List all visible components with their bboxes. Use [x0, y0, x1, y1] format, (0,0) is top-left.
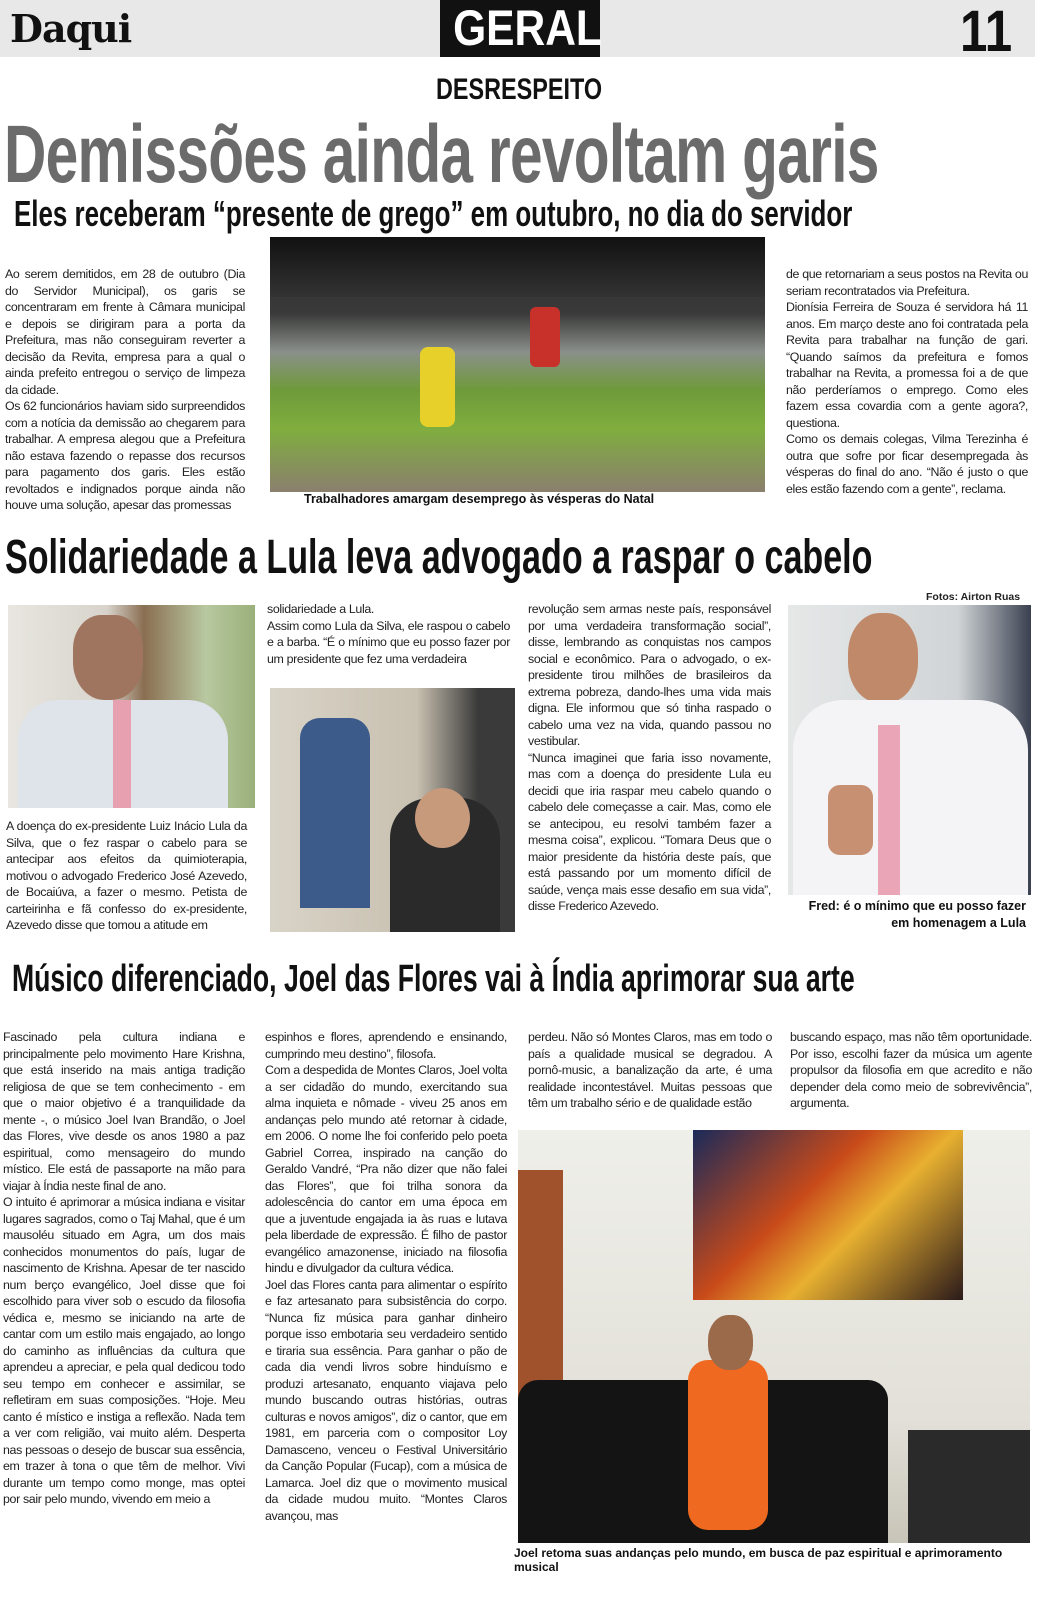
head-shaving-photo	[270, 688, 515, 932]
paragraph: espinhos e flores, aprendendo e ensinando, cumprindo meu destino”, filosofa.	[265, 1030, 507, 1061]
paragraph: Assim como Lula da Silva, ele raspou o cabelo e a barba. “É o mínimo que eu posso fazer por um presidente que fez uma verdadeira	[267, 618, 510, 666]
article3-column-1	[3, 1029, 245, 1508]
paragraph: solidariedade a Lula.	[267, 602, 375, 616]
article1-subheadline: Eles receberam “presente de grego” em outubro, no dia do servidor	[14, 193, 853, 234]
section-label	[440, 0, 600, 57]
article3-column-4	[790, 1029, 1032, 1112]
article1-column-1	[5, 266, 245, 514]
article2-column-2	[267, 601, 510, 667]
article2-column-1	[6, 818, 247, 934]
article2-column-3	[528, 601, 771, 915]
article1-column-2	[786, 266, 1028, 497]
article2-photo-caption: Fred: é o mínimo que eu posso fazer em homenagem a Lula	[808, 899, 1026, 930]
article2-headline: Solidariedade a Lula leva advogado a raspar o cabelo	[5, 531, 873, 584]
lawyer-portrait-photo	[8, 605, 255, 808]
paragraph: Os 62 funcionários haviam sido surpreendidos com a notícia da demissão ao chegarem para trabalhar. A empresa alegou que a Prefeitura não estava fazendo o repasse dos recursos para pagamento dos garis. Eles estão revoltados e indignados porque ainda não houve uma solução, apesar das promessas	[5, 399, 245, 512]
paragraph: buscando espaço, mas não têm oportunidade. Por isso, escolhi fazer da música um agente propulsor da filosofia em que acredito e não depender dela como meio de sobrevivência”, argumenta.	[790, 1030, 1032, 1110]
paragraph: Como os demais colegas, Vilma Terezinha é outra que sofre por ficar desempregada às vésperas do final do ano. “Não é justo o que eles estão fazendo com a gente”, reclama.	[786, 432, 1028, 496]
article3-headline: Músico diferenciado, Joel das Flores vai à Índia aprimorar sua arte	[12, 958, 855, 1000]
paragraph: Fascinado pela cultura indiana e principalmente pelo movimento Hare Krishna, que está inserido na mais antiga tradição religiosa de que se tem conhecimento - em que o maior objetivo é a tranquilidade da mente -, o músico Joel Ivan Brandão, o Joel das Flores, vive desde os anos 1980 a paz espiritual, como mensageiro do mundo místico. Ele está de passaporte na mão para viajar à Índia neste final de ano.	[3, 1030, 245, 1193]
article1-kicker: DESRESPEITO	[436, 73, 603, 106]
lawyer-thumbs-up-photo	[788, 605, 1031, 895]
paragraph: revolução sem armas neste país, responsável por uma verdadeira transformação social”, disse, lembrando as conquistas nos campos social e econômico. Para o advogado, o ex-presidente tirou milhões de brasileiros da extrema pobreza, dando-lhes uma vida mais digna. Ele informou que só tinha raspado o cabelo uma vez na vida, quando passou no vestibular.	[528, 602, 771, 748]
article1-headline: Demissões ainda revoltam garis	[4, 109, 879, 200]
article3-column-3	[528, 1029, 772, 1112]
paragraph: de que retornariam a seus postos na Revita ou seriam recontratados via Prefeitura.	[786, 267, 1028, 298]
article3-photo-caption: Joel retoma suas andanças pelo mundo, em busca de paz espiritual e aprimoramento musical	[514, 1546, 1003, 1574]
section-name: GERAL	[453, 0, 602, 56]
page-number: 11	[960, 0, 1013, 64]
musician-photo	[518, 1130, 1030, 1543]
garis-protest-photo	[270, 237, 765, 492]
paragraph: Ao serem demitidos, em 28 de outubro (Dia do Servidor Municipal), os garis se concentraram em frente à Câmara municipal e depois se dirigiram para a porta da Prefeitura, mas não conseguiram reverter a decisão da Revita, empresa para a qual o ainda prefeito entregou o serviço de limpeza da cidade.	[5, 267, 245, 397]
paragraph: “Nunca imaginei que faria isso novamente, mas com a doença do presidente Lula eu decidi que iria raspar meu cabelo quando o cabelo dele começasse a cair. Mas, como ele se antecipou, eu resolvi também fazer a mesma coisa”, explicou. “Tomara Deus que o maior presidente da história deste país, que está passando por um momento difícil de saúde, vença mais esse desafio em sua vida”, disse Frederico Azevedo.	[528, 750, 771, 913]
newspaper-logo: Daqui	[10, 6, 132, 51]
paragraph: Dionísia Ferreira de Souza é servidora há 11 anos. Em março deste ano foi contratada pela Revita para trabalhar na função de gari. “Quando saímos da prefeitura e fomos trabalhar na Revita, a promessa foi a de que não perderíamos o emprego. Como eles fazem essa covardia com a gente agora?, questiona.	[786, 300, 1028, 430]
article1-photo-caption: Trabalhadores amargam desemprego às vésperas do Natal	[304, 492, 655, 506]
article3-column-2	[265, 1029, 507, 1524]
paragraph: Joel das Flores canta para alimentar o espírito e faz artesanato para subsistência do corpo. “Nunca fiz música para ganhar dinheiro porque isso embotaria seu verdadeiro sentido e tiraria sua essência. Para ganhar o pão de cada dia vendi livros sobre hinduísmo e produzi artesanato, enquanto viajava pelo mundo buscando outras histórias, outras culturas e novos amigos”, diz o cantor, que em 1981, em parceria com o compositor Loy Damasceno, venceu o Festival Universitário da Canção Popular (Fucap), com a música de Lamarca. Joel diz que o movimento musical da cidade mudou muito. “Montes Claros avançou, mas	[265, 1277, 507, 1523]
photo-credit: Fotos: Airton Ruas	[926, 591, 1021, 603]
paragraph: Com a despedida de Montes Claros, Joel volta a ser cidadão do mundo, exercitando sua alma inquieta e nômade - viveu 25 anos em andanças pelo mundo até retornar à cidade, em 2006. O nome lhe foi conferido pelo poeta Gabriel Correa, inspirado na canção do Geraldo Vandré, “Pra não dizer que não falei das Flores”, que foi trilha sonora da adolescência do cantor em uma época em que a juventude engajada ia às ruas e lutava pela liberdade de expressão. É filho de pastor evangélico amazonense, iniciado na filosofia hindu e divulgador da cultura védica.	[265, 1063, 507, 1275]
paragraph: perdeu. Não só Montes Claros, mas em todo o país a qualidade musical se degradou. A pornô-music, a banalização da arte, é uma realidade incontestável. Muitas pessoas que têm um trabalho sério e de qualidade estão	[528, 1030, 772, 1110]
paragraph: O intuito é aprimorar a música indiana e visitar lugares sagrados, como o Taj Mahal, que é um mausoléu situado em Agra, um dos mais conhecidos monumentos do país, lugar de nascimento de Krishna. Apesar de ter nascido num berço evangélico, Joel disse que foi escolhido para viver sob o escudo da filosofia védica e, mesmo se iniciando na arte de cantar com um estilo mais engajado, ao longo do caminho as influências da cultura que aprendeu a apreciar, e pela qual dedicou todo seu tempo em conhecer e assimilar, se refletiram em suas composições. “Hoje. Meu canto é místico e instiga a reflexão. Nada tem a ver com religião, vai muito além. Desperta nas pessoas o desejo de buscar sua essência, em trazer à tona o que têm de melhor. Vivi durante um tempo como monge, mas optei por sair pelo mundo, vivendo em meio a	[3, 1195, 245, 1506]
paragraph: A doença do ex-presidente Luiz Inácio Lula da Silva, que o fez raspar o cabelo para se antecipar aos efeitos da quimioterapia, motivou o advogado Frederico José Azevedo, de Bocaiúva, a fazer o mesmo. Petista de carteirinha e fã confesso do ex-presidente, Azevedo disse que tomou a atitude em	[6, 819, 247, 932]
